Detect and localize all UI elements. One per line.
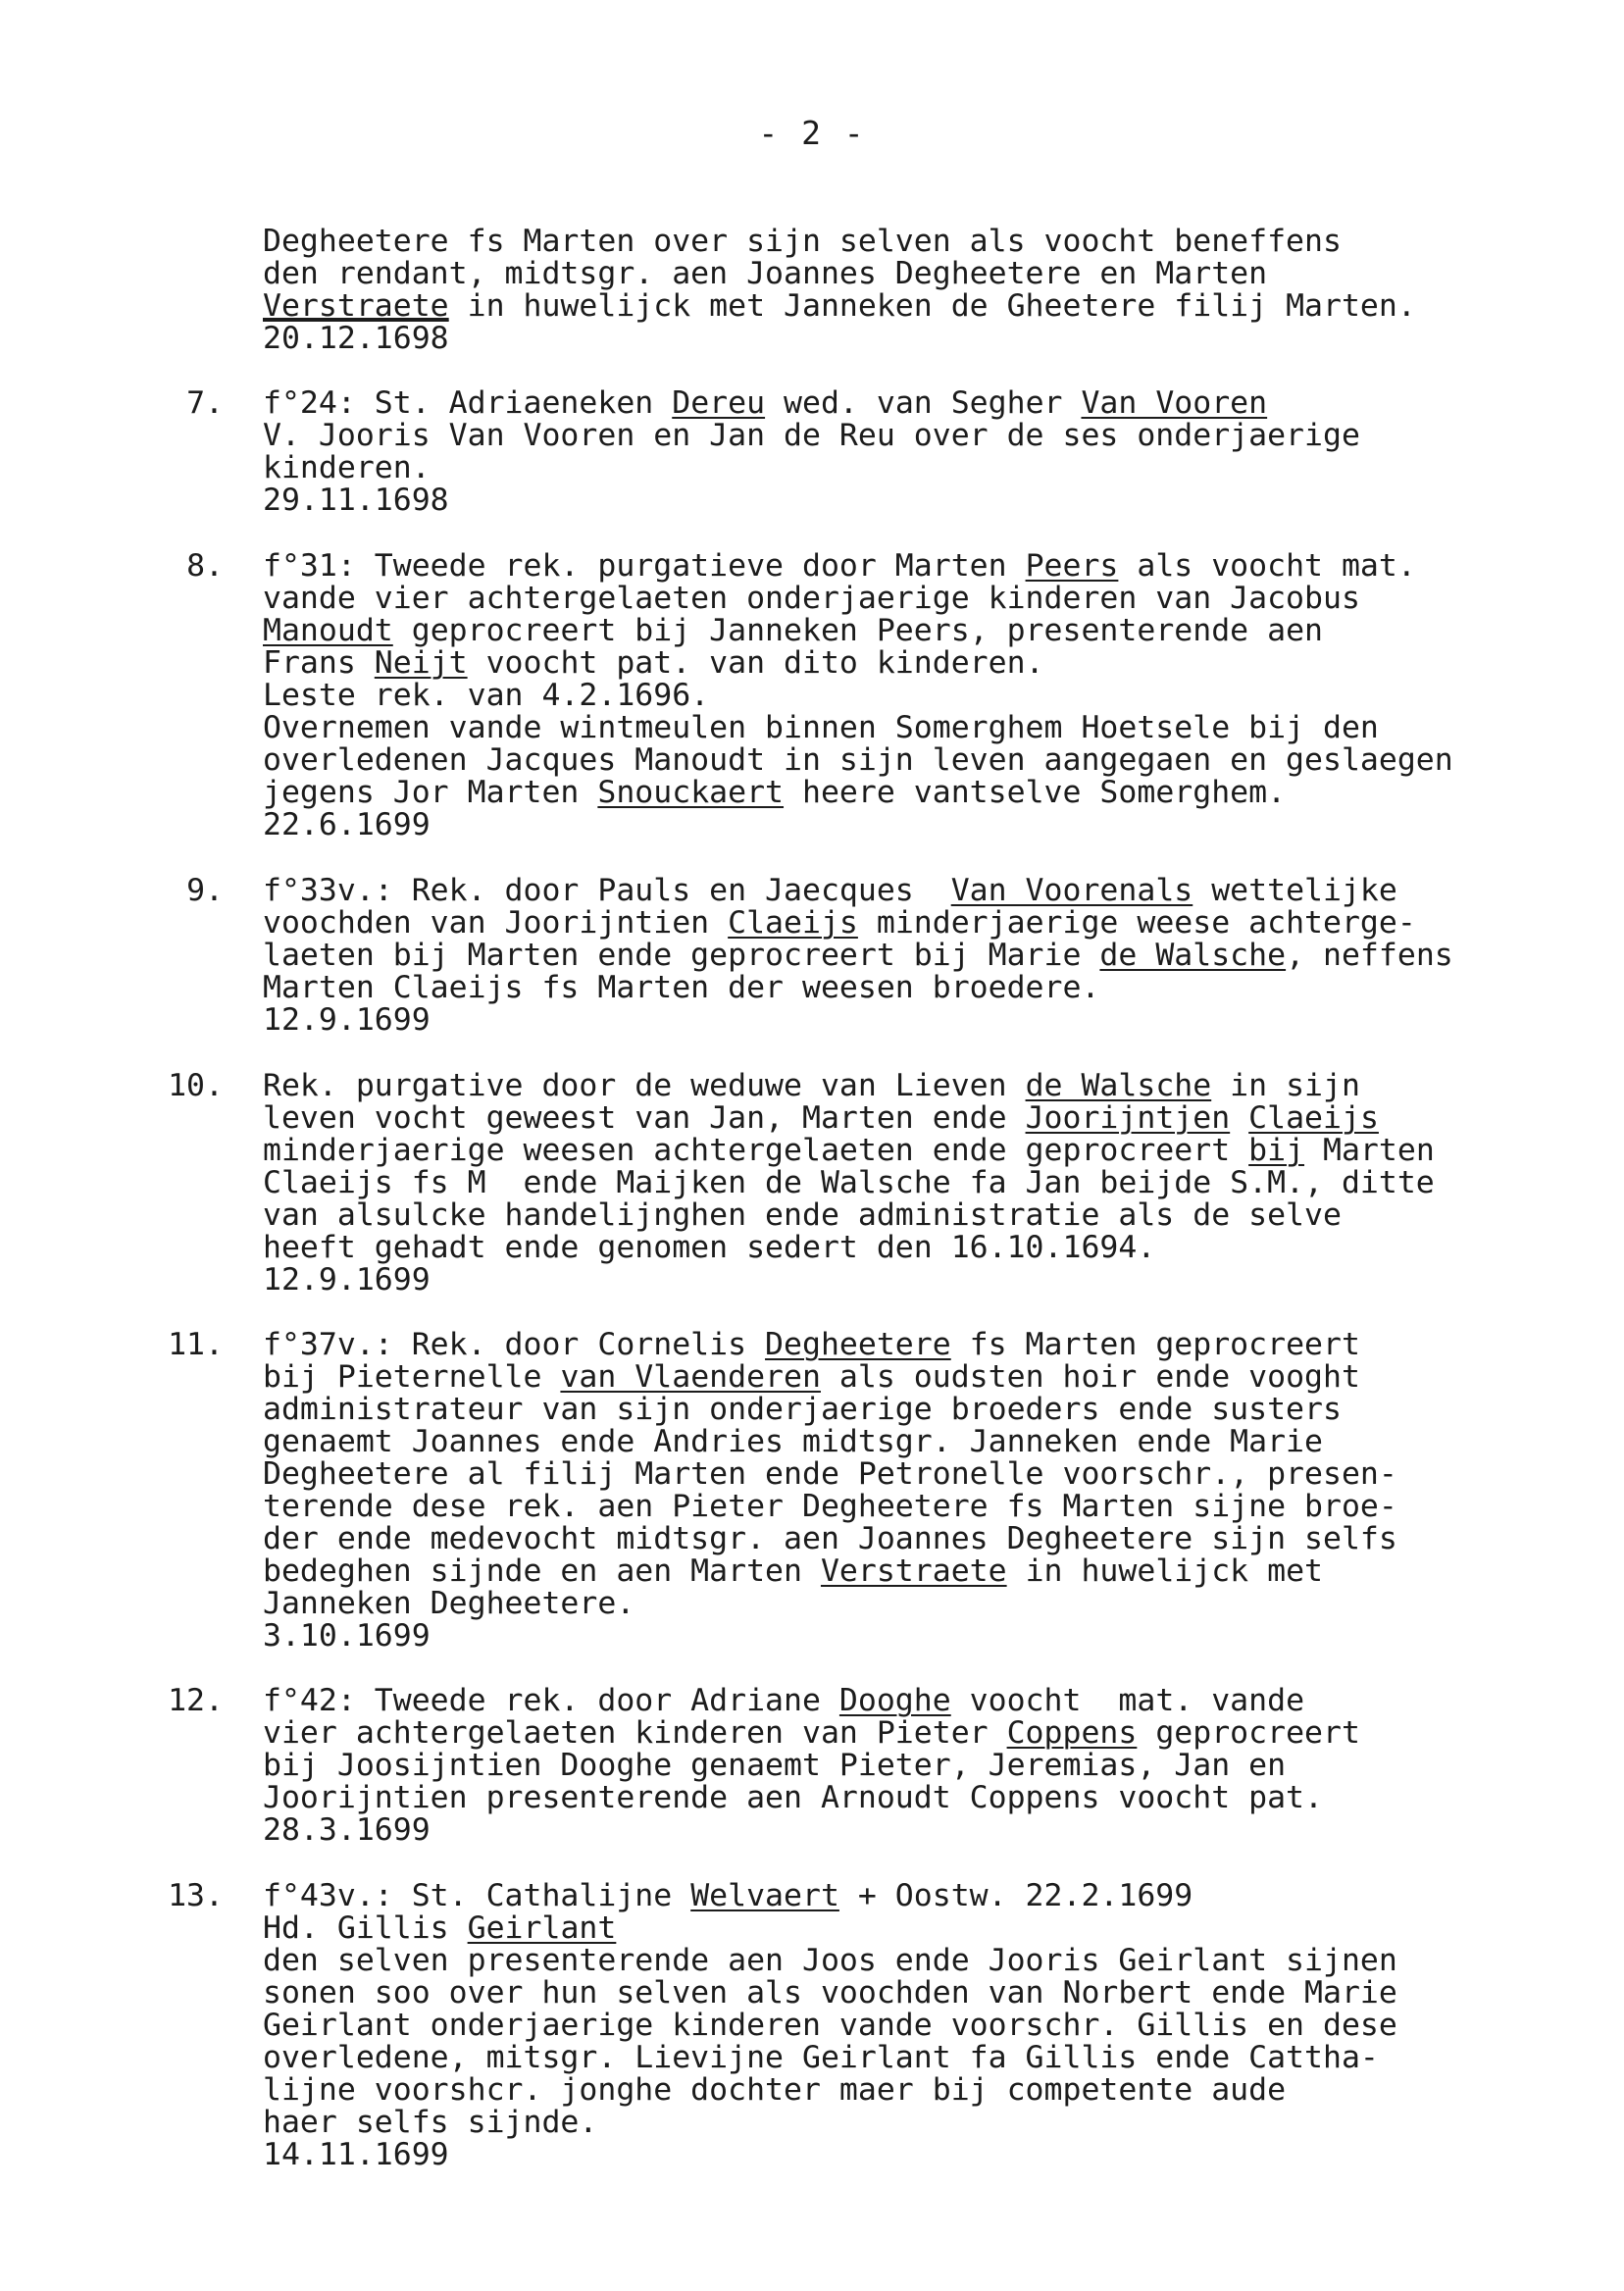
text-segment: geprocreert bij Janneken Peers, presenterende aen	[392, 613, 1323, 648]
text-segment: f°24: St. Adriaeneken	[263, 385, 673, 421]
underlined-name: de Walsche	[1025, 1068, 1212, 1103]
text-segment: bij Pieternelle	[263, 1359, 561, 1395]
text-segment: + Oostw. 22.2.1699	[838, 1878, 1193, 1913]
underlined-name: Snouckaert	[597, 775, 785, 810]
entry-number: 7.	[186, 385, 224, 421]
text-segment: voocht pat. van dito kinderen.	[467, 645, 1044, 681]
text-segment: , neffens	[1286, 938, 1453, 973]
underlined-name: bij	[1248, 1133, 1305, 1168]
text-segment: sonen soo over hun selven als voochden van Norbert ende Marie	[263, 1975, 1397, 2011]
text-segment: wettelijke	[1193, 873, 1397, 908]
text-segment: Marten	[1304, 1133, 1435, 1168]
entry-line	[263, 1199, 1342, 1232]
entry-line	[263, 226, 1342, 258]
entry-line	[263, 777, 1286, 809]
text-segment: Overnemen vande wintmeulen binnen Somerghem Hoetsele bij den	[263, 710, 1379, 745]
entry-number: 13.	[168, 1878, 224, 1913]
text-segment: geprocreert	[1137, 1715, 1360, 1751]
text-segment: van alsulcke handelijnghen ende administratie als de selve	[263, 1197, 1342, 1233]
entry-line	[263, 583, 1360, 615]
underlined-name: Van Vooren	[1081, 385, 1268, 421]
underlined-name: Coppens	[1006, 1715, 1138, 1751]
text-segment: f°31: Tweede rek. purgatieve door Marten	[263, 548, 1026, 584]
text-segment: voochden van Joorijntien	[263, 905, 729, 941]
underlined-name: Joorijntjen	[1025, 1100, 1231, 1136]
text-segment: Hd. Gillis	[263, 1910, 468, 1946]
entry-line	[263, 1394, 1342, 1426]
text-segment: den selven presenterende aen Joos ende Jooris Geirlant sijnen	[263, 1943, 1397, 1978]
entry-line	[263, 1555, 1323, 1588]
text-segment: laeten bij Marten ende geprocreert bij Marie	[263, 938, 1100, 973]
entry-number: 10.	[168, 1068, 224, 1103]
entry-number: 8.	[186, 548, 224, 584]
text-segment: als voocht mat.	[1118, 548, 1416, 584]
underlined-name: Dereu	[672, 385, 766, 421]
entry-line	[263, 1814, 431, 1847]
underlined-name: de Walsche	[1099, 938, 1287, 973]
underlined-name: Geirlant	[467, 1910, 617, 1946]
text-segment: f°43v.: St. Cathalijne	[263, 1878, 691, 1913]
entry-line	[263, 1361, 1360, 1394]
entry-line	[263, 1945, 1397, 1977]
entry-line	[263, 907, 1416, 940]
text-segment: 14.11.1699	[263, 2137, 449, 2172]
entry-line	[263, 1167, 1435, 1199]
text-segment: in huwelijck met Janneken de Gheetere filij Marten.	[448, 288, 1416, 324]
entry-number: 9.	[186, 873, 224, 908]
text-segment: Claeijs fs M ende Maijken de Walsche fa Jan beijde S.M., ditte	[263, 1165, 1435, 1200]
text-segment: 29.11.1698	[263, 483, 449, 518]
page-number: - 2 -	[758, 114, 866, 152]
text-segment: Joorijntien presenterende aen Arnoudt Coppens voocht pat.	[263, 1780, 1323, 1815]
text-segment: f°42: Tweede rek. door Adriane	[263, 1683, 839, 1718]
entry-line	[263, 290, 1416, 323]
underlined-name: Verstraete	[820, 1553, 1007, 1589]
entry-line	[263, 615, 1323, 647]
text-segment: genaemt Joannes ende Andries midtsgr. Janneken ende Marie	[263, 1424, 1323, 1459]
text-segment: 12.9.1699	[263, 1262, 431, 1298]
entry-line	[263, 1232, 1155, 1264]
entry-line	[263, 1912, 616, 1945]
entry-line	[263, 258, 1267, 290]
entry-line	[263, 323, 449, 355]
entry-line	[263, 1588, 634, 1620]
entry-line	[263, 1750, 1286, 1782]
entry-line	[263, 875, 1397, 907]
text-segment: in huwelijck met	[1006, 1553, 1324, 1589]
text-segment: minderjaerige weesen achtergelaeten ende geprocreert	[263, 1133, 1249, 1168]
text-segment: heere vantselve Somerghem.	[784, 775, 1287, 810]
entry-line	[263, 1070, 1360, 1102]
text-segment: 22.6.1699	[263, 807, 431, 842]
text-segment: bedeghen sijnde en aen Marten	[263, 1553, 821, 1589]
entry-line	[263, 1329, 1360, 1361]
entry-line	[263, 1491, 1397, 1523]
entry-line	[263, 550, 1416, 583]
entry-line	[263, 1717, 1360, 1750]
text-segment: den rendant, midtsgr. aen Joannes Degheetere en Marten	[263, 256, 1268, 291]
entry-line	[263, 452, 431, 484]
text-segment: f°33v.: Rek. door Pauls en Jaecques	[263, 873, 951, 908]
text-segment: kinderen.	[263, 450, 431, 485]
text-segment: Degheetere al filij Marten ende Petronelle voorschr., presen-	[263, 1456, 1397, 1492]
entry-line	[263, 1880, 1193, 1912]
entry-line	[263, 420, 1360, 452]
entry-line	[263, 1135, 1435, 1167]
entry-line	[263, 1782, 1323, 1814]
entry-line	[263, 2042, 1379, 2074]
entry-line	[263, 2107, 597, 2139]
text-segment: Marten Claeijs fs Marten der weesen broedere.	[263, 970, 1100, 1005]
text-segment: vande vier achtergelaeten onderjaerige kinderen van Jacobus	[263, 581, 1360, 616]
underlined-name: Van Voorenals	[950, 873, 1193, 908]
entry-line	[263, 387, 1267, 420]
entry-line	[263, 1458, 1397, 1491]
text-segment: 3.10.1699	[263, 1618, 431, 1654]
text-segment: 28.3.1699	[263, 1812, 431, 1848]
underlined-name: Neijt	[374, 645, 468, 681]
entry-line	[263, 1977, 1397, 2010]
underlined-name: Verstraete	[263, 288, 449, 324]
entry-line	[263, 1426, 1323, 1458]
text-segment: f°37v.: Rek. door Cornelis	[263, 1327, 766, 1362]
entry-line	[263, 680, 709, 712]
underlined-name: Peers	[1025, 548, 1119, 584]
text-segment: overledenen Jacques Manoudt in sijn leven aangegaen en geslaegen	[263, 742, 1453, 778]
underlined-name: Claeijs	[1248, 1100, 1379, 1136]
text-segment: overledene, mitsgr. Lievijne Geirlant fa Gillis ende Cattha-	[263, 2040, 1379, 2075]
text-segment: Frans	[263, 645, 375, 681]
entry-line	[263, 1523, 1397, 1555]
text-segment: leven vocht geweest van Jan, Marten ende	[263, 1100, 1026, 1136]
text-segment: voocht mat. vande	[950, 1683, 1305, 1718]
underlined-name: Claeijs	[728, 905, 858, 941]
text-segment: wed. van Segher	[765, 385, 1082, 421]
text-segment: 12.9.1699	[263, 1002, 431, 1038]
text-segment: administrateur van sijn onderjaerige broeders ende susters	[263, 1392, 1342, 1427]
text-segment: terende dese rek. aen Pieter Degheetere fs Marten sijne broe-	[263, 1489, 1397, 1524]
entry-line	[263, 1620, 431, 1653]
entry-line	[263, 2139, 449, 2171]
text-segment: minderjaerige weese achterge-	[857, 905, 1416, 941]
entry-number: 12.	[168, 1683, 224, 1718]
entry-line	[263, 744, 1453, 777]
text-segment: Leste rek. van 4.2.1696.	[263, 678, 710, 713]
entry-line	[263, 1004, 431, 1037]
text-segment: Janneken Degheetere.	[263, 1586, 635, 1621]
text-segment: fs Marten geprocreert	[950, 1327, 1360, 1362]
text-segment: bij Joosijntien Dooghe genaemt Pieter, Jeremias, Jan en	[263, 1748, 1287, 1783]
underlined-name: Welvaert	[690, 1878, 839, 1913]
underlined-name: Dooghe	[838, 1683, 951, 1718]
text-segment: Rek. purgative door de weduwe van Lieven	[263, 1068, 1026, 1103]
entry-line	[263, 1102, 1379, 1135]
text-segment: V. Jooris Van Vooren en Jan de Reu over de ses onderjaerige	[263, 418, 1360, 453]
text-segment: der ende medevocht midtsgr. aen Joannes Degheetere sijn selfs	[263, 1521, 1397, 1556]
entry-line	[263, 809, 431, 841]
text-segment: in sijn	[1211, 1068, 1360, 1103]
text-segment: 20.12.1698	[263, 321, 449, 356]
entry-line	[263, 1685, 1304, 1717]
entry-line	[263, 972, 1099, 1004]
text-segment: Degheetere fs Marten over sijn selven als voocht beneffens	[263, 224, 1342, 259]
text-segment: lijne voorshcr. jonghe dochter maer bij competente aude	[263, 2072, 1287, 2108]
entry-line	[263, 2010, 1397, 2042]
text-segment: als oudsten hoir ende vooght	[820, 1359, 1360, 1395]
underlined-name: Manoudt	[263, 613, 393, 648]
entry-number: 11.	[168, 1327, 224, 1362]
text-segment: Geirlant onderjaerige kinderen vande voorschr. Gillis en dese	[263, 2008, 1397, 2043]
underlined-name: Degheetere	[765, 1327, 951, 1362]
text-segment: heeft gehadt ende genomen sedert den 16.10.1694.	[263, 1230, 1156, 1265]
text-segment: vier achtergelaeten kinderen van Pieter	[263, 1715, 1007, 1751]
entry-line	[263, 2074, 1286, 2107]
text-segment: jegens Jor Marten	[263, 775, 598, 810]
entry-line	[263, 647, 1044, 680]
underlined-name: van Vlaenderen	[560, 1359, 821, 1395]
text-segment: haer selfs sijnde.	[263, 2105, 598, 2140]
entry-line	[263, 940, 1453, 972]
entry-line	[263, 484, 449, 517]
text-segment	[1230, 1100, 1248, 1136]
entry-line	[263, 1264, 431, 1297]
entry-line	[263, 712, 1379, 744]
